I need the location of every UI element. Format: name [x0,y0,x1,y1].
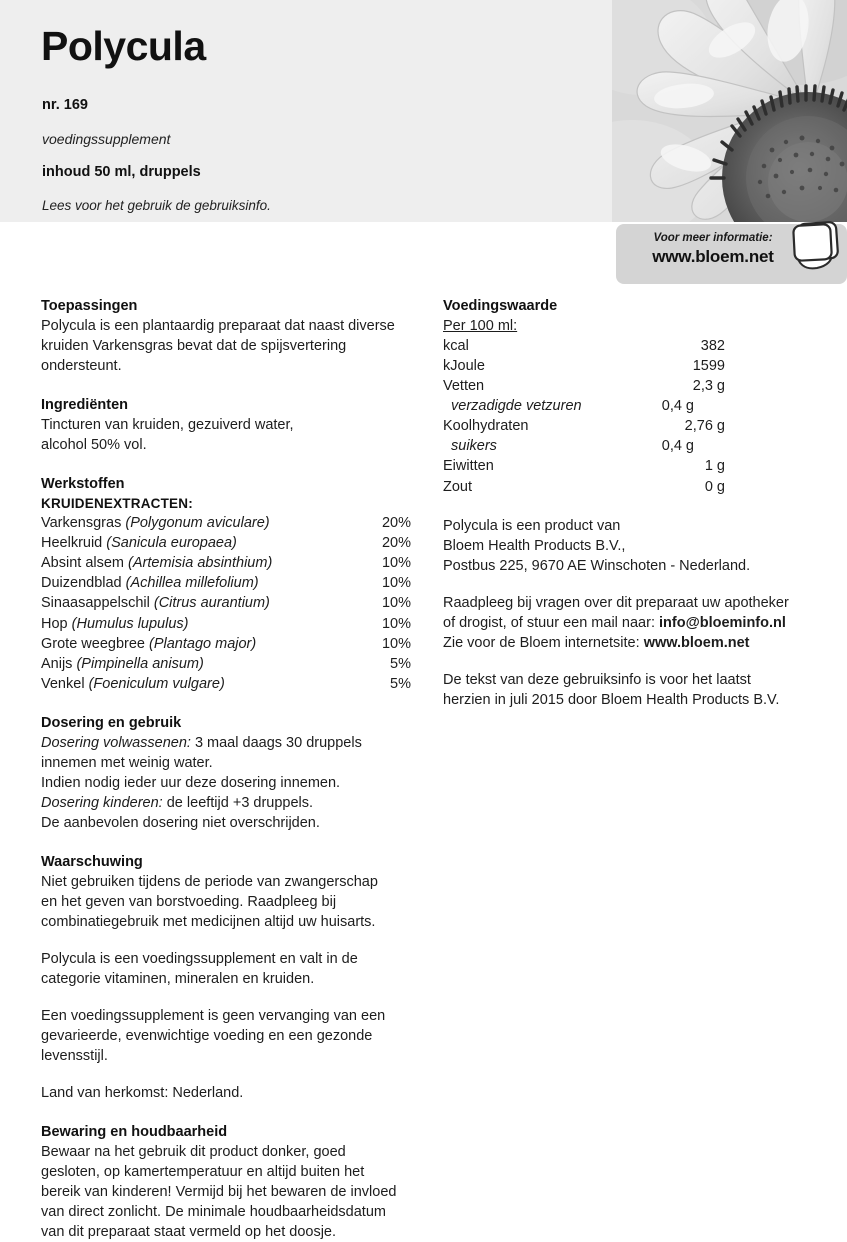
nutrition-row [443,456,725,476]
section-contact [443,593,813,653]
waarschuwing-line: gevarieerde, evenwichtige voeding en een gezonde [41,1027,373,1044]
herb-percentage: 10% [381,555,411,572]
ingredienten-line: Tincturen van kruiden, gezuiverd water, [41,417,294,433]
spacer [41,833,411,852]
herb-row [41,533,411,553]
section-bewaring [41,1122,411,1242]
right-column [443,296,813,710]
waarschuwing-line: levensstijl. [41,1047,108,1064]
revision-line: De tekst van deze gebruiksinfo is voor het laatst [443,671,751,688]
waarschuwing-line: Een voedingssupplement is geen vervanging van een [41,1007,386,1024]
section-toepassingen [41,296,411,376]
dosering-children-text: de leeftijd +3 druppels. [162,794,314,811]
nutrition-label: suikers [451,438,497,455]
herb-name: Sinaasappelschil (Citrus aurantium) [41,595,270,612]
ingredienten-line: alcohol 50% vol. [41,437,147,453]
heading-bewaring: Bewaring en houdbaarheid [41,1123,228,1140]
revision-line: herzien in juli 2015 door Bloem Health Products B.V. [443,691,780,708]
per-portion-label-wrap [443,316,813,336]
company-address: Postbus 225, 9670 AE Winschoten - Nederland. [443,557,751,574]
herb-name: Varkensgras (Polygonum aviculare) [41,515,270,532]
section-waarschuwing [41,852,411,1103]
herb-percentage: 5% [390,655,411,672]
herb-percentage: 5% [390,675,411,692]
contact-email[interactable]: info@bloeminfo.nl [659,614,786,631]
contact-website-prefix: Zie voor de Bloem internetsite: [443,634,644,651]
more-info-logo-box[interactable] [616,224,847,284]
waarschuwing-line: categorie vitaminen, mineralen en kruiden. [41,970,315,987]
toepassingen-line: kruiden Varkensgras bevat dat de spijsvertering [41,338,347,354]
section-werkstoffen [41,474,411,694]
spacer [443,497,813,516]
herb-percentage: 10% [381,595,411,612]
herb-latin-name: (Sanicula europaea) [106,535,237,552]
waarschuwing-line: combinatiegebruik met medicijnen altijd uw huisarts. [41,913,376,930]
heading-ingredienten: Ingrediënten [41,397,129,413]
contact-email-line [443,613,813,633]
contact-website-line [443,633,813,653]
heading-waarschuwing: Waarschuwing [41,853,143,870]
herb-name: Venkel (Foeniculum vulgare) [41,675,225,692]
bewaring-line: Bewaar na het gebruik dit product donker, goed [41,1143,346,1160]
nutrition-value: 1599 [692,358,725,375]
herb-row [41,553,411,573]
nutrition-row [443,416,725,436]
heading-voedingswaarde: Voedingswaarde [443,298,558,314]
logo-tagline: Voor meer informatie: [653,232,773,244]
subheading-kruidenextracten: KRUIDENEXTRACTEN: [41,496,193,511]
per-portion-label: Per 100 ml: [443,318,518,334]
herb-latin-name: (Polygonum aviculare) [125,515,270,532]
heading-werkstoffen: Werkstoffen [41,476,125,492]
section-company [443,516,813,576]
flower-header-image [612,0,847,222]
product-kind: voedingssupplement [42,131,171,147]
heading-dosering: Dosering en gebruik [41,714,182,731]
herb-name: Grote weegbree (Plantago major) [41,635,257,652]
herb-extracts-table [41,513,411,694]
herb-row [41,634,411,654]
dosering-line-adults [41,733,411,753]
herb-latin-name: (Foeniculum vulgare) [88,675,225,692]
herb-percentage: 20% [381,535,411,552]
nutrition-value: 2,76 g [684,418,725,435]
herb-name: Anijs (Pimpinella anisum) [41,655,204,672]
page-title: Polycula [41,23,206,69]
herb-latin-name: (Humulus lupulus) [71,615,189,632]
contact-website[interactable]: www.bloem.net [643,634,750,651]
screen-icon [791,218,843,276]
nutrition-label: kJoule [443,358,485,375]
waarschuwing-line: en het geven van borstvoeding. Raadpleeg bij [41,893,337,910]
dosering-line: innemen met weinig water. [41,754,213,771]
herb-row [41,654,411,674]
herb-row [41,573,411,593]
nutrition-value: 382 [700,338,725,354]
herb-latin-name: (Artemisia absinthium) [128,555,273,572]
bewaring-line: van dit preparaat staat vermeld op het doosje. [41,1223,337,1240]
nutrition-label: Vetten [443,378,485,395]
nutrition-row [443,396,725,416]
spacer [41,376,411,395]
dosering-line-children [41,793,411,813]
read-info-notice: Lees voor het gebruik de gebruiksinfo. [42,198,271,213]
herb-percentage: 10% [381,575,411,592]
herb-row [41,513,411,533]
herb-name: Heelkruid (Sanicula europaea) [41,535,237,552]
herb-name: Duizendblad (Achillea millefolium) [41,575,259,592]
nutrition-value: 2,3 g [692,378,725,395]
herb-row [41,593,411,613]
herb-percentage: 10% [381,615,411,632]
nutrition-row [443,356,725,376]
nutrition-value: 0,4 g [661,398,694,415]
section-ingredienten [41,395,411,455]
spacer [41,455,411,474]
nutrition-row [443,336,725,356]
dosering-children-label: Dosering kinderen: [41,794,163,811]
bewaring-line: gesloten, op kamertemperatuur en altijd buiten het [41,1163,365,1180]
spacer [443,653,813,670]
nutrition-label: verzadigde vetzuren [451,398,582,415]
contact-line: Raadpleeg bij vragen over dit preparaat uw apotheker [443,594,789,611]
nutrition-row [443,376,725,396]
logo-website-url[interactable]: www.bloem.net [652,246,774,266]
spacer [41,694,411,713]
country-of-origin: Land van herkomst: Nederland. [41,1084,244,1101]
herb-latin-name: (Plantago major) [149,635,257,652]
nutrition-value: 1 g [704,458,725,475]
section-revision [443,670,813,710]
nutrition-label: Zout [443,478,473,495]
nutrition-label: Koolhydraten [443,418,529,435]
nutrition-label: kcal [443,338,469,354]
spacer [41,989,411,1006]
left-column [41,296,411,1242]
nutrition-row [443,436,725,456]
dosering-adults-label: Dosering volwassenen: [41,734,191,751]
herb-name: Hop (Humulus lupulus) [41,615,189,632]
herb-latin-name: (Citrus aurantium) [153,595,270,612]
spacer [41,932,411,949]
header-text-block [41,0,601,222]
herb-percentage: 10% [381,635,411,652]
nutrition-value: 0,4 g [661,438,694,455]
nutrition-row [443,477,725,497]
waarschuwing-line: Niet gebruiken tijdens de periode van zwangerschap [41,873,378,890]
spacer [443,576,813,593]
product-number: nr. 169 [42,97,88,113]
waarschuwing-line: Polycula is een voedingssupplement en valt in de [41,950,358,967]
dosering-line: Indien nodig ieder uur deze dosering innemen. [41,774,341,791]
herb-percentage: 20% [381,515,411,532]
heading-toepassingen: Toepassingen [41,298,138,314]
contact-email-prefix: of drogist, of stuur een mail naar: [443,614,659,631]
flower-illustration-svg [612,0,847,222]
spacer [41,1066,411,1083]
spacer [41,1103,411,1122]
nutrition-table [443,336,725,497]
herb-row [41,674,411,694]
section-dosering [41,713,411,833]
bewaring-line: bereik van kinderen! Vermijd bij het bewaren de invloed [41,1183,397,1200]
toepassingen-line: ondersteunt. [41,358,122,374]
bewaring-line: van direct zonlicht. De minimale houdbaarheidsdatum [41,1203,386,1220]
dosering-line: De aanbevolen dosering niet overschrijden. [41,814,320,831]
section-voedingswaarde [443,296,813,497]
toepassingen-line: Polycula is een plantaardig preparaat dat naast diverse [41,318,395,334]
product-content-volume: inhoud 50 ml, druppels [42,164,201,180]
company-line: Bloem Health Products B.V., [443,537,626,554]
nutrition-label: Eiwitten [443,458,494,475]
logo-text-wrap [638,232,788,267]
herb-row [41,614,411,634]
herb-name: Absint alsem (Artemisia absinthium) [41,555,273,572]
herb-latin-name: (Pimpinella anisum) [76,655,204,672]
herb-latin-name: (Achillea millefolium) [125,575,259,592]
dosering-adults-text: 3 maal daags 30 druppels [190,734,362,751]
company-line: Polycula is een product van [443,517,621,534]
nutrition-value: 0 g [704,478,725,495]
